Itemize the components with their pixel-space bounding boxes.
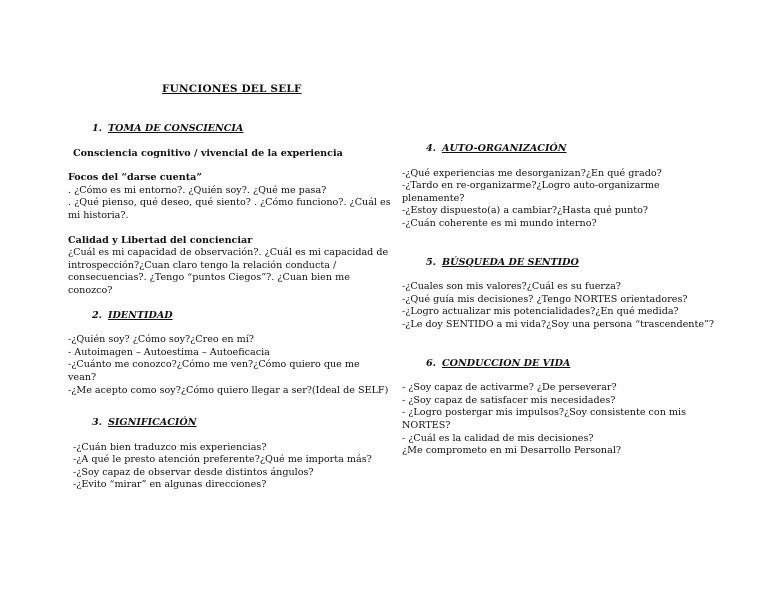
conduccion-line: - ¿Soy capaz de satisfacer mis necesidades? (402, 394, 616, 406)
identidad-line: -¿Me acepto como soy?¿Cómo quiero llegar a ser?(Ideal de SELF) (68, 384, 389, 396)
sentido-line: -¿Qué guía mis decisiones? ¿Tengo NORTES orientadores? (402, 293, 688, 305)
conduccion-line: - ¿Soy capaz de activarme? ¿De perseverar? (402, 382, 617, 394)
section-2-heading (68, 310, 368, 323)
calidad-line: consecuencias?. ¿Tengo “puntos Ciegos”?. ¿Cuan bien me (68, 272, 350, 284)
sentido-line: -¿Logro actualizar mis potencialidades?¿En qué medida? (402, 306, 679, 318)
significacion-line: -¿Evito “mirar” en algunas direcciones? (73, 479, 267, 491)
section-6-heading (402, 358, 702, 371)
section-5-number: 5. (425, 256, 436, 268)
section-6-title: CONDUCCION DE VIDA (442, 357, 571, 369)
section-2-number: 2. (91, 309, 102, 321)
section-6-number: 6. (425, 357, 436, 369)
calidad-line: ¿Cuál es mi capacidad de observación?. ¿Cuál es mi capacidad de (68, 247, 389, 259)
autoorganizacion-line: plenamente? (402, 192, 465, 204)
section-1-title: TOMA DE CONSCIENCIA (108, 123, 244, 134)
sentido-line: -¿Le doy SENTIDO a mi vida?¿Soy una persona “trascendente”? (402, 318, 715, 330)
identidad-line: - Autoimagen – Autoestima – Autoeficacia (68, 346, 270, 358)
identidad-line: -¿Cuánto me conozco?¿Cómo me ven?¿Cómo quiero que me (68, 359, 360, 371)
sentido-line: -¿Cuales son mis valores?¿Cuál es su fuerza? (402, 281, 621, 293)
section-3-title: SIGNIFICACIÓN (108, 417, 197, 429)
calidad-title: Calidad y Libertad del concienciar (68, 234, 253, 246)
section-5-heading (402, 257, 702, 270)
section-3-heading (68, 417, 368, 430)
focos-line: . ¿Qué pienso, qué deseo, qué siento? . ¿Cómo funciono?. ¿Cuál es (68, 197, 391, 209)
autoorganizacion-line: -¿Tardo en re-organizarme?¿Logro auto-organizarme (402, 180, 660, 192)
conduccion-line: - ¿Cuál es la calidad de mis decisiones? (402, 432, 594, 444)
autoorganizacion-line: -¿Estoy dispuesto(a) a cambiar?¿Hasta qué punto? (402, 205, 649, 217)
right-column (402, 143, 715, 458)
section-5-title: BÚSQUEDA DE SENTIDO (442, 256, 579, 268)
left-column (68, 123, 391, 492)
section-1-heading (68, 123, 368, 136)
calidad-line: introspección?¿Cuan claro tengo la relación conducta / (68, 259, 337, 271)
significacion-line: -¿Cuán bien traduzco mis experiencias? (73, 441, 267, 453)
document-title: FUNCIONES DEL SELF (162, 83, 302, 95)
focos-line: mi historia?. (68, 209, 129, 221)
focos-title: Focos del “darse cuenta” (68, 172, 202, 184)
conduccion-line: NORTES? (402, 419, 451, 431)
autoorganizacion-line: -¿Qué experiencias me desorganizan?¿En qué grado? (402, 167, 662, 179)
section-3-number: 3. (91, 417, 102, 429)
section-4-number: 4. (425, 143, 436, 154)
section-4-title: AUTO-ORGANIZACIÓN (442, 143, 567, 154)
section-1-subtitle: Consciencia cognitivo / vivencial de la experiencia (73, 147, 343, 159)
section-1-number: 1. (91, 123, 102, 134)
conduccion-line: ¿Me comprometo en mi Desarrollo Personal? (402, 445, 622, 457)
significacion-line: -¿A qué le presto atención preferente?¿Qué me importa más? (73, 454, 372, 466)
autoorganizacion-line: -¿Cuán coherente es mi mundo interno? (402, 217, 597, 229)
section-2-title: IDENTIDAD (108, 309, 173, 321)
focos-line: . ¿Cómo es mi entorno?. ¿Quién soy?. ¿Qué me pasa? (68, 184, 327, 196)
calidad-line: conozco? (68, 284, 113, 296)
identidad-line: vean? (68, 371, 97, 383)
section-4-heading (402, 143, 702, 156)
conduccion-line: - ¿Logro postergar mis impulsos?¿Soy consistente con mis (402, 407, 687, 419)
significacion-line: -¿Soy capaz de observar desde distintos ángulos? (73, 466, 314, 478)
identidad-line: -¿Quién soy? ¿Cómo soy?¿Creo en mí? (68, 334, 254, 346)
